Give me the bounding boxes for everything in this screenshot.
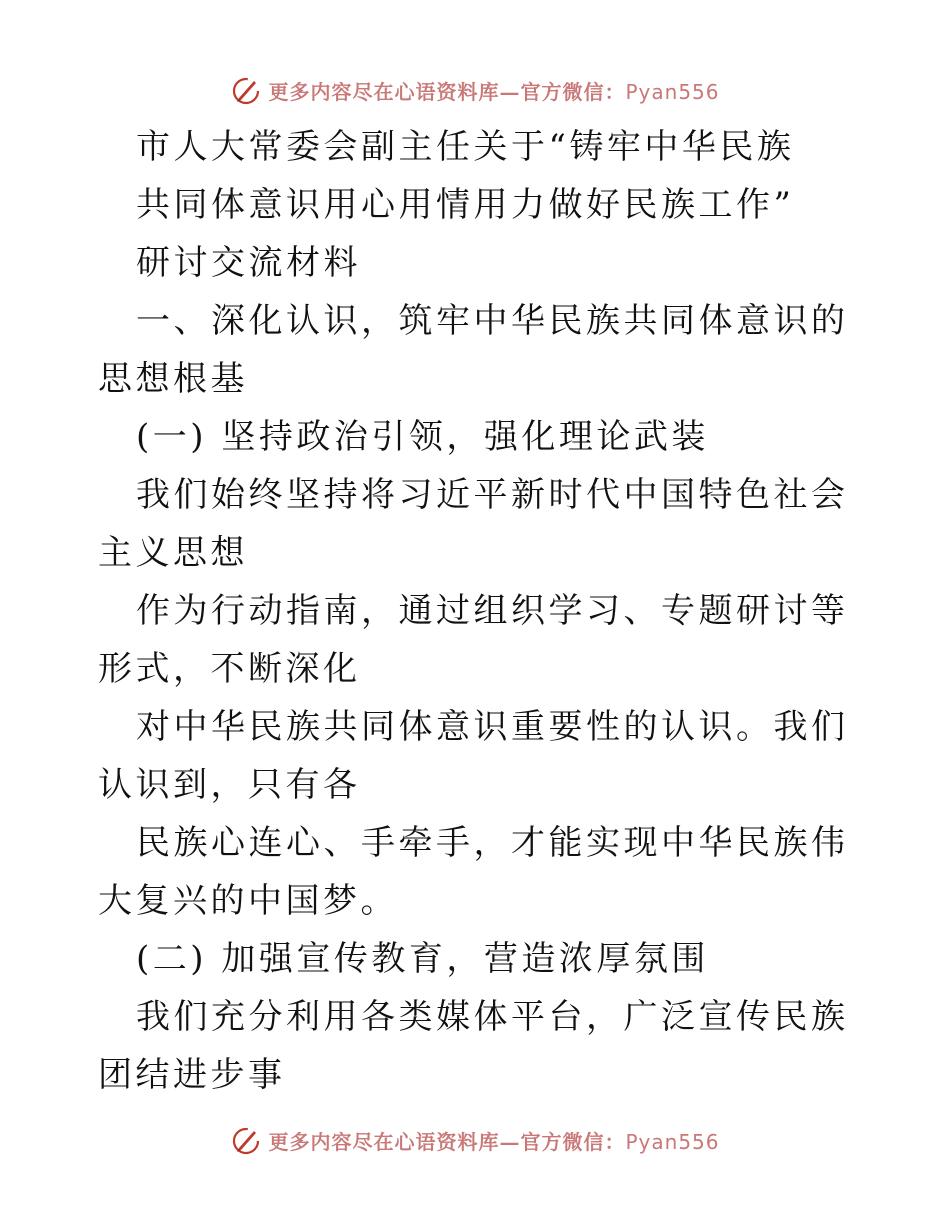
- body-paragraph: 民族心连心、手牵手，才能实现中华民族伟大复兴的中国梦。: [98, 823, 849, 921]
- wechat-id: Pyan556: [625, 79, 720, 104]
- quill-pen-logo-icon: [230, 74, 262, 106]
- body-paragraph: 我们充分利用各类媒体平台，广泛宣传民族团结进步事: [98, 997, 849, 1095]
- body-paragraph: 对中华民族共同体意识重要性的认识。我们认识到，只有各: [98, 707, 849, 805]
- document-body: [98, 118, 858, 1104]
- quill-pen-logo-icon: [230, 1124, 262, 1156]
- subsection-heading-1: (一) 坚持政治引领，强化理论武装: [136, 417, 709, 457]
- title-line-1: 市人大常委会副主任关于“铸牢中华民族: [136, 127, 795, 167]
- header-watermark-banner: [0, 70, 950, 110]
- body-paragraph: 我们始终坚持将习近平新时代中国特色社会主义思想: [98, 475, 849, 573]
- title-line-2: 共同体意识用心用情用力做好民族工作”: [136, 185, 795, 225]
- body-paragraph: 作为行动指南，通过组织学习、专题研讨等形式，不断深化: [98, 591, 849, 689]
- watermark-text: 更多内容尽在心语资料库—官方微信：Pyan556: [268, 1129, 720, 1154]
- footer-watermark-banner: [0, 1120, 950, 1160]
- subsection-heading-2: (二) 加强宣传教育，营造浓厚氛围: [136, 939, 709, 979]
- wechat-id: Pyan556: [625, 1129, 720, 1154]
- section-heading-1: 一、深化认识，筑牢中华民族共同体意识的思想根基: [98, 301, 849, 399]
- title-line-3: 研讨交流材料: [136, 243, 361, 283]
- watermark-text: 更多内容尽在心语资料库—官方微信：Pyan556: [268, 79, 720, 104]
